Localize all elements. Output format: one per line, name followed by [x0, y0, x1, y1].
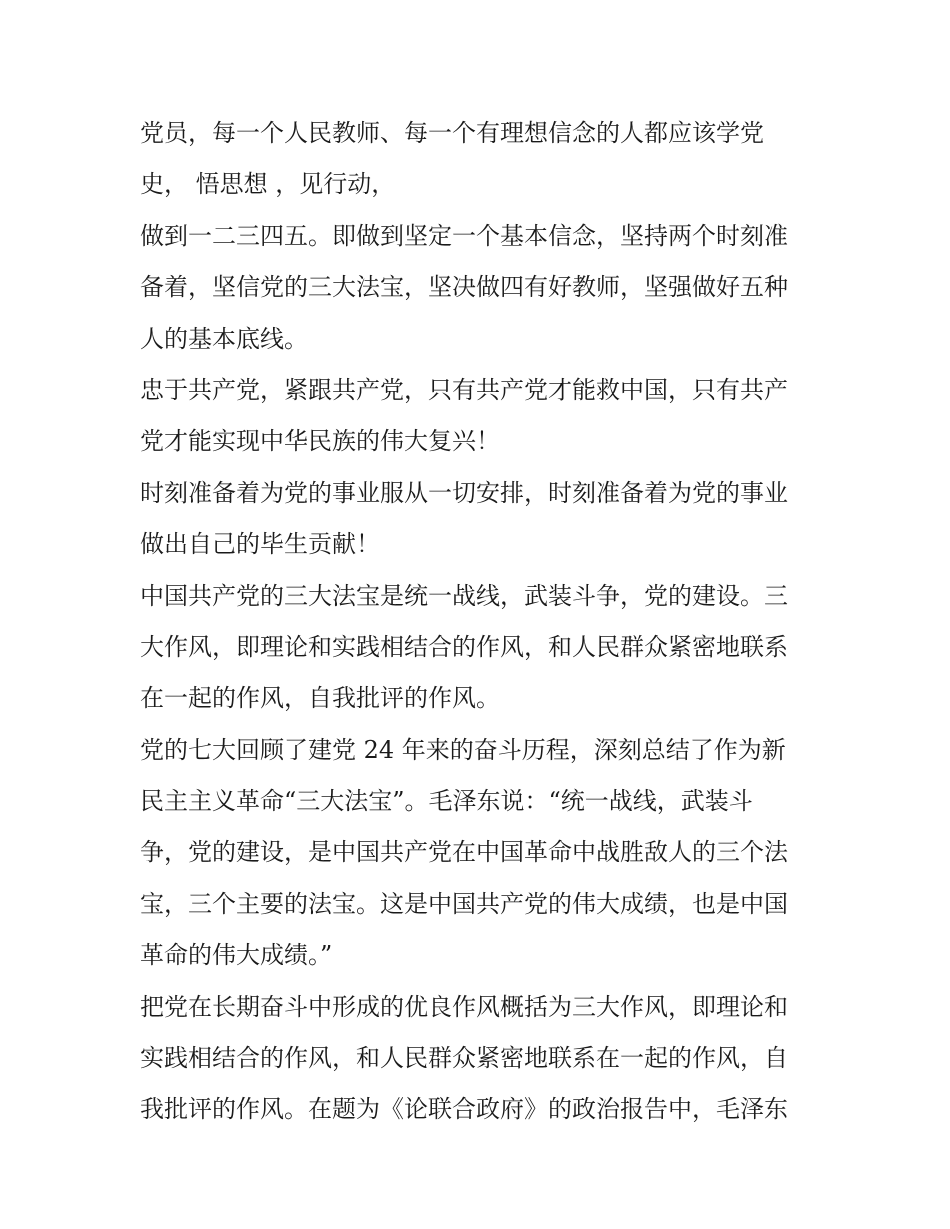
- document-body: [140, 108, 820, 1136]
- text-line: 史， 悟思想 ，见行动，: [140, 170, 396, 199]
- text-line: 党员，每一个人民教师、每一个有理想信念的人都应该学党: [140, 119, 764, 147]
- text-line: 做出自己的毕生贡献！: [140, 530, 380, 559]
- text-line: 在一起的作风，自我批评的作风。: [140, 684, 500, 713]
- text-line: 党才能实现中华民族的伟大复兴！: [140, 427, 500, 456]
- text-line: 做到一二三四五。即做到坚定一个基本信念，坚持两个时刻准: [140, 221, 788, 250]
- text-line: 争，党的建设，是中国共产党在中国革命中战胜敌人的三个法: [140, 838, 788, 867]
- text-line: 我批评的作风。在题为《论联合政府》的政治报告中，毛泽东: [140, 1095, 788, 1124]
- text-line: 时刻准备着为党的事业服从一切安排，时刻准备着为党的事业: [140, 478, 788, 507]
- text-line: 实践相结合的作风，和人民群众紧密地联系在一起的作风，自: [140, 1044, 788, 1073]
- text-line: 人的基本底线。: [140, 324, 308, 353]
- text-line: 民主主义革命“三大法宝”。毛泽东说：“统一战线，武装斗: [140, 787, 753, 816]
- text-line: 宝，三个主要的法宝。这是中国共产党的伟大成绩，也是中国: [140, 889, 788, 918]
- text-line: 把党在长期奋斗中形成的优良作风概括为三大作风，即理论和: [140, 992, 788, 1021]
- text-line: 革命的伟大成绩。”: [140, 941, 333, 970]
- text-line: 中国共产党的三大法宝是统一战线，武装斗争，党的建设。三: [140, 581, 788, 610]
- text-line: 备着，坚信党的三大法宝，坚决做四有好教师，坚强做好五种: [140, 273, 788, 302]
- text-line: 大作风，即理论和实践相结合的作风，和人民群众紧密地联系: [140, 632, 788, 661]
- text-line: 党的七大回顾了建党 24 年来的奋斗历程，深刻总结了作为新: [140, 735, 786, 764]
- text-line: 忠于共产党，紧跟共产党，只有共产党才能救中国，只有共产: [140, 375, 788, 404]
